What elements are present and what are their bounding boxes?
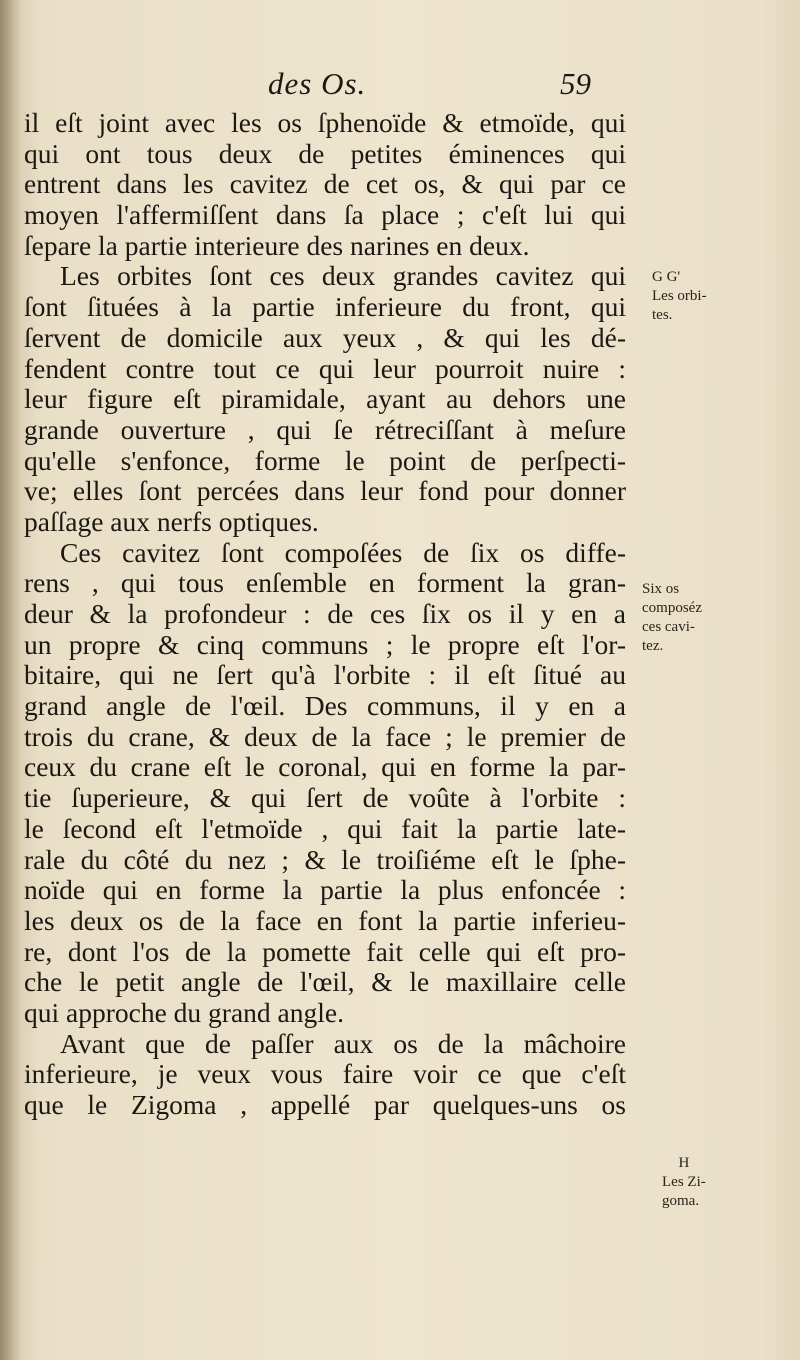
body-text: [24, 108, 626, 1121]
margin-note-line: composéz: [642, 600, 702, 616]
text-line: tie ſuperieure, & qui ſert de voûte à l'orbite :: [24, 782, 626, 814]
text-line: ceux du crane eſt le coronal, qui en forme la par-: [24, 751, 626, 783]
text-line: Avant que de paſſer aux os de la mâchoire: [60, 1027, 626, 1059]
text-line: que le Zigoma , appellé par quelques-uns os: [24, 1089, 626, 1120]
text-line: rens , qui tous enſemble en forment la gran-: [24, 567, 626, 599]
text-line: grande ouverture , qui ſe rétreciſſant à meſure: [24, 413, 626, 445]
text-line: re, dont l'os de la pomette fait celle qui eſt pro-: [24, 935, 626, 967]
margin-note-line: G G': [652, 269, 681, 285]
margin-note-zigoma: [662, 1154, 706, 1211]
text-line: qu'elle s'enfonce, forme le point de perſpecti-: [24, 444, 626, 476]
text-line: ſont ſituées à la partie inferieure du front, qui: [24, 291, 626, 323]
margin-note-line: tez.: [642, 638, 664, 654]
margin-note-line: Les orbi-: [652, 288, 707, 304]
margin-note-line: Six os: [642, 581, 680, 597]
text-line: inferieure, je veux vous faire voir ce que c'eſt: [24, 1058, 626, 1090]
text-line: che le petit angle de l'œil, & le maxillaire celle: [24, 966, 626, 998]
text-line: paſſage aux nerfs optiques.: [24, 505, 319, 537]
margin-note-six-os: [642, 580, 702, 656]
text-line: un propre & cinq communs ; le propre eſt l'or-: [24, 628, 626, 660]
text-line: ſepare la partie interieure des narines en deux.: [24, 229, 530, 261]
text-line: qui approche du grand angle.: [24, 996, 344, 1028]
text-line: ve; elles ſont percées dans leur fond pour donner: [24, 475, 626, 507]
margin-note-line: ces cavi-: [642, 619, 695, 635]
text-line: Ces cavitez ſont compoſées de ſix os diffe-: [60, 536, 626, 568]
text-line: grand angle de l'œil. Des communs, il y en a: [24, 690, 626, 722]
text-line: moyen l'affermiſſent dans ſa place ; c'eſt lui qui: [24, 199, 626, 231]
text-line: les deux os de la face en font la partie inferieu-: [24, 904, 626, 936]
text-line: fendent contre tout ce qui leur pourroit nuire :: [24, 352, 626, 384]
text-line: entrent dans les cavitez de cet os, & qui par ce: [24, 168, 626, 200]
gutter-shadow: [0, 0, 22, 1360]
text-line: leur figure eſt piramidale, ayant au dehors une: [24, 383, 626, 415]
text-line: qui ont tous deux de petites éminences qui: [24, 137, 626, 169]
text-line: noïde qui en forme la partie la plus enfoncée :: [24, 874, 626, 906]
margin-note-line: goma.: [662, 1193, 700, 1209]
text-line: trois du crane, & deux de la face ; le premier de: [24, 720, 626, 752]
page-header: [0, 66, 800, 106]
text-line: Les orbites ſont ces deux grandes cavitez qui: [60, 260, 626, 292]
margin-note-line: H: [678, 1155, 690, 1171]
margin-note-orbites: [652, 268, 707, 325]
text-line: deur & la profondeur : de ces ſix os il y en a: [24, 598, 626, 629]
text-line: ſervent de domicile aux yeux , & qui les dé-: [24, 321, 626, 353]
text-line: rale du côté du nez ; & le troiſiéme eſt le ſphe-: [24, 843, 626, 875]
page-number: 59: [560, 66, 591, 101]
text-line: le ſecond eſt l'etmoïde , qui fait la partie late-: [24, 812, 626, 844]
margin-note-line: Les Zi-: [662, 1174, 706, 1190]
margin-note-line: tes.: [652, 307, 673, 323]
running-head: des Os.: [268, 66, 367, 101]
text-line: il eſt joint avec les os ſphenoïde & etmoïde, qui: [24, 107, 626, 138]
text-line: bitaire, qui ne ſert qu'à l'orbite : il eſt ſitué au: [24, 659, 626, 691]
